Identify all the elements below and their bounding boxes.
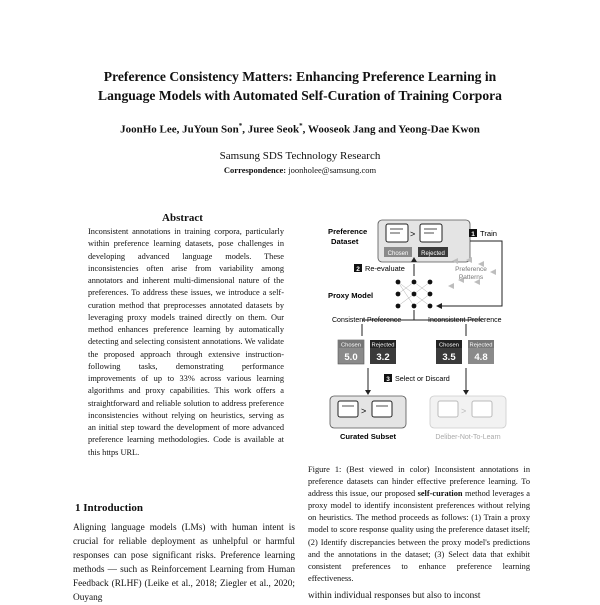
- figure-1-caption: [308, 464, 530, 585]
- author-mark-1: *: [238, 122, 243, 130]
- score-box-chosen-2-label: Chosen: [439, 342, 459, 349]
- score-box-rejected-1-label: Rejected: [371, 342, 395, 349]
- score-chosen-2: 3.5: [442, 352, 456, 363]
- step-1-number: 1: [471, 231, 475, 238]
- proxy-model-label: Proxy Model: [328, 291, 374, 300]
- rejected-tag-label: Rejected: [421, 251, 445, 257]
- reevaluate-label: Re-evaluate: [365, 264, 405, 273]
- affiliation: Samsung SDS Technology Research: [219, 150, 381, 162]
- abstract-heading: Abstract: [162, 212, 203, 224]
- score-chosen-1: 5.0: [344, 352, 358, 363]
- author-list: [20, 122, 580, 136]
- section-heading-introduction: 1 Introduction: [75, 502, 143, 514]
- greater-than-symbol: >: [410, 229, 416, 239]
- title-line-2: Language Models with Automated Self-Curation of Training Corpora: [98, 88, 502, 103]
- author-names-c: , Wooseok Jang and Yeong-Dae Kwon: [302, 123, 480, 136]
- svg-text:>: >: [361, 406, 367, 416]
- inconsistent-preference-label: Inconsistent Preference: [428, 317, 502, 324]
- train-label: Train: [480, 229, 498, 238]
- score-rejected-1: 3.2: [376, 352, 390, 363]
- preference-dataset-label-2: Dataset: [331, 237, 359, 246]
- preference-patterns-arrows: [448, 257, 496, 289]
- consistent-preference-label: Consistent Preference: [332, 317, 402, 324]
- preference-dataset-label-1: Preference: [328, 227, 368, 236]
- correspondence: [20, 165, 580, 175]
- curated-subset-label: Curated Subset: [339, 432, 397, 441]
- preference-patterns-label-1: Preference: [455, 266, 487, 273]
- preference-patterns-label-2: Patterns: [458, 274, 484, 281]
- score-box-chosen-1-label: Chosen: [341, 342, 361, 349]
- score-box-rejected-2-label: Rejected: [469, 342, 493, 349]
- svg-text:>: >: [461, 406, 467, 416]
- score-rejected-2: 4.8: [474, 352, 488, 363]
- author-names-b: , Juree Seok: [242, 123, 300, 136]
- caption-bold-term: self-curation: [417, 489, 463, 499]
- correspondence-label: Correspondence:: [223, 165, 287, 175]
- step-2-number: 2: [356, 266, 360, 273]
- step-3-number: 3: [386, 376, 390, 383]
- caption-part-1: Figure 1: (Best viewed in color) Inconsistent annotations in preference datasets can hinder effective preference learning. To address this issue, our proposed: [308, 465, 530, 499]
- introduction-body: Aligning language models (LMs) with human intent is crucial for reliable deployment as unhelpful or harmful responses can pose significant risks. Preference learning methods — such as Reinforcement Learning from Human Feedback (RLHF) (Leike et al., 2018; Ziegler et al., 2020; Ouyang: [73, 523, 295, 603]
- correspondence-email[interactable]: joonholee@samsung.com: [288, 165, 377, 175]
- select-or-discard-label: Select or Discard: [395, 374, 450, 383]
- title-line-1: Preference Consistency Matters: Enhancing Preference Learning in: [103, 69, 497, 84]
- abstract-body: Inconsistent annotations in training corpora, particularly within preference learning datasets, pose challenges in developing advanced language models. These inconsistencies often arise from variability among annotators and inherent multi-dimensional nature of the preferences. To address these issues, we introduce a self-curation method that preprocesses annotated datasets by leveraging proxy models trained directly on them. Our method enhances preference learning by automatically detecting and selecting consistent annotations. We validate the proposed approach through extensive instruction-following tasks, demonstrating performance improvements of up to 33% across various learning algorithms and proxy capabilities. This work offers a straightforward and reliable solution to address preference inconsistencies without relying on heuristics, serving as an initial step toward the development of more advanced preference learning methodologies. Code is available at this https URL.: [88, 227, 284, 457]
- author-mark-2: *: [299, 122, 303, 130]
- figure-1-diagram: [306, 214, 532, 462]
- chosen-tag-label: Chosen: [387, 251, 409, 257]
- paper-title: [20, 67, 580, 105]
- caption-part-2: method leverages a proxy model to identify inconsistent preferences without relying on heuristics. The method proceeds as follows: (1) Train a proxy model to score response quality using the preference dataset itself; (2) Identify discrepancies between the proxy model's predictions and the annotations in the dataset; (3) Select data that exhibit consistent preferences to enhance preference learning effectiveness.: [308, 489, 530, 583]
- right-column-body-start: within individual responses but also to inconst: [308, 591, 481, 601]
- author-names-a: JoonHo Lee, JuYoun Son: [120, 123, 239, 136]
- deliberately-not-learn-label: Deliber-Not-To-Learn: [435, 434, 501, 441]
